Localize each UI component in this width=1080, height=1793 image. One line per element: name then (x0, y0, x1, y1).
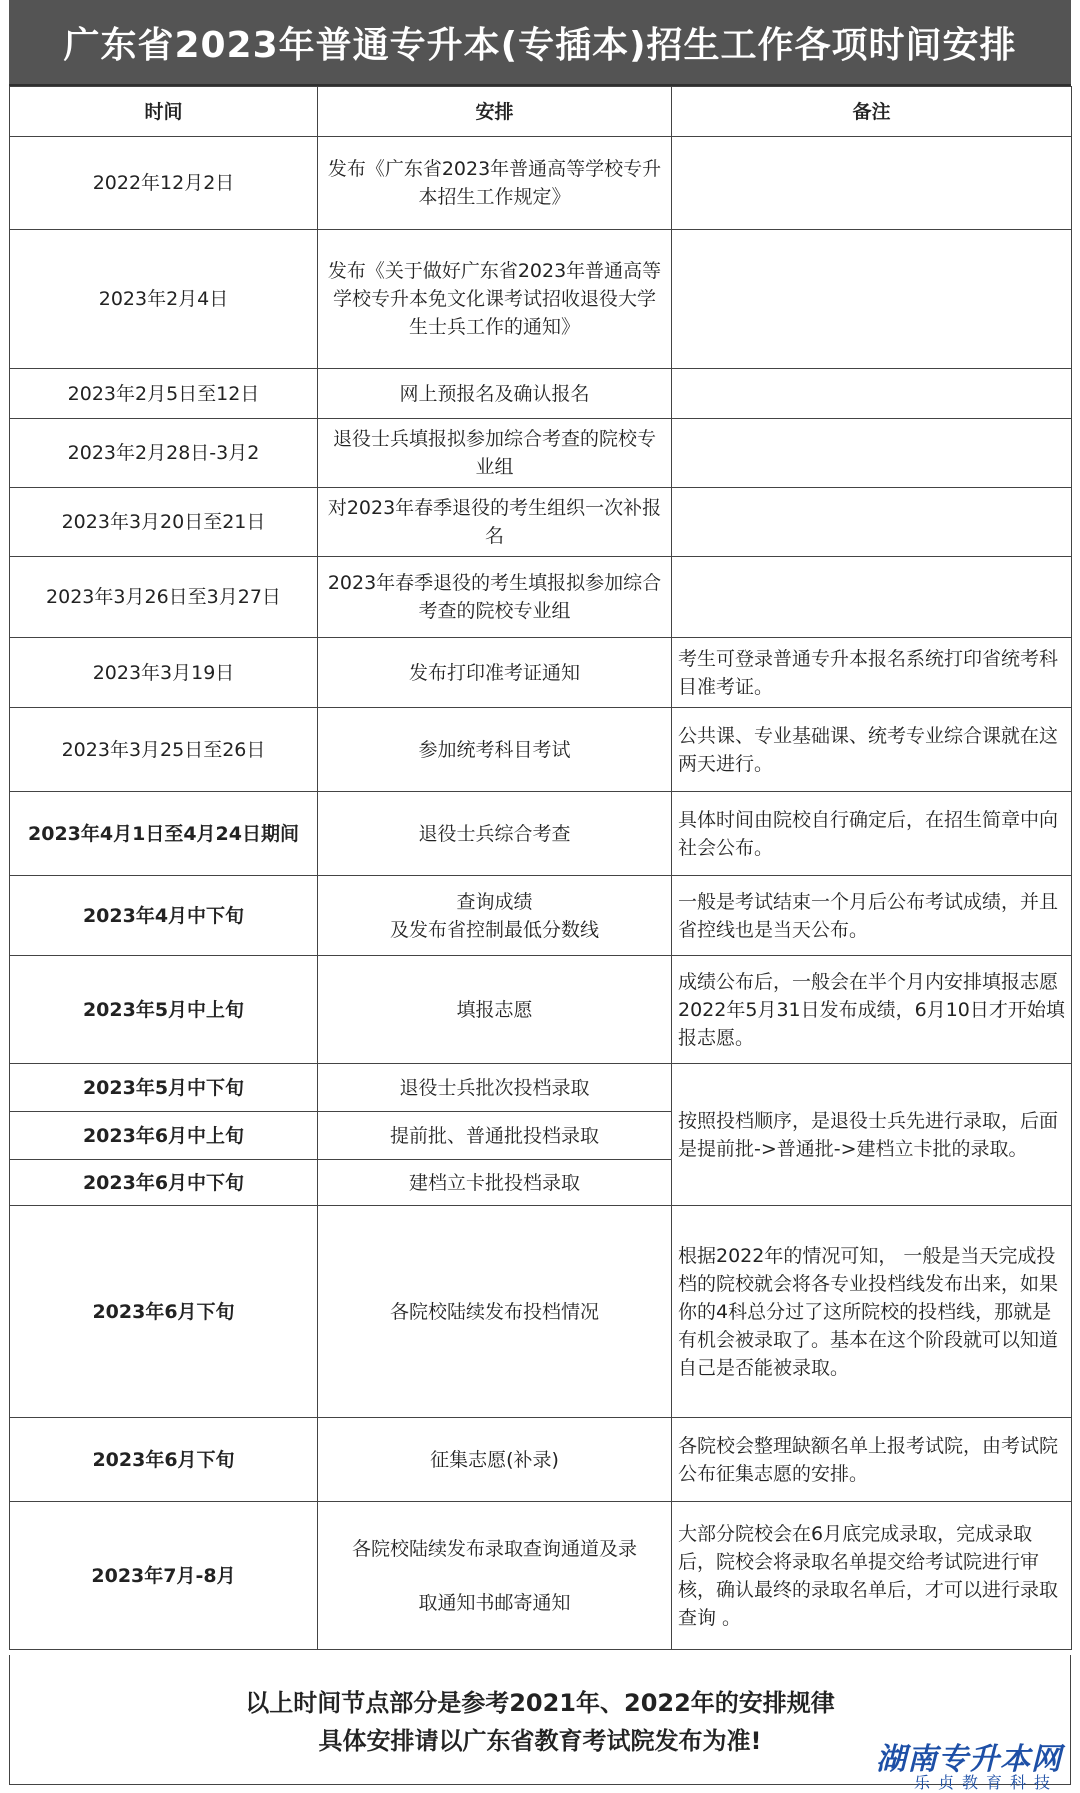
row-arrangement: 网上预报名及确认报名 (318, 369, 672, 419)
page-title: 广东省2023年普通专升本(专插本)招生工作各项时间安排 (63, 24, 1017, 66)
row-arrangement: 征集志愿(补录) (318, 1418, 672, 1502)
row-time: 2023年2月28日-3月2 (10, 419, 318, 488)
arrangement-line: 取通知书邮寄通知 (418, 1591, 571, 1614)
table-row (10, 557, 1072, 638)
table-row (10, 956, 1072, 1064)
row-arrangement: 参加统考科目考试 (318, 708, 672, 792)
row-note: 考生可登录普通专升本报名系统打印省统考科目准考证。 (672, 638, 1072, 708)
table-row (10, 137, 1072, 230)
table-row (10, 1418, 1072, 1502)
row-time: 2023年2月5日至12日 (10, 369, 318, 419)
schedule-table (9, 86, 1072, 1650)
table-row (10, 876, 1072, 956)
row-note: 大部分院校会在6月底完成录取，完成录取后，院校会将录取名单提交给考试院进行审核，确认最终的录取名单后，才可以进行录取查询 。 (672, 1502, 1072, 1650)
row-time: 2023年4月1日至4月24日期间 (10, 792, 318, 876)
footer-line-1: 以上时间节点部分是参考2021年、2022年的安排规律 (245, 1689, 835, 1717)
row-note: 成绩公布后，一般会在半个月内安排填报志愿2022年5月31日发布成绩，6月10日才开始填报志愿。 (672, 956, 1072, 1064)
row-arrangement: 退役士兵批次投档录取 (318, 1064, 672, 1112)
row-time: 2023年3月20日至21日 (10, 488, 318, 557)
header-arrangement: 安排 (318, 87, 672, 137)
row-note (672, 230, 1072, 369)
row-time: 2022年12月2日 (10, 137, 318, 230)
watermark-logo: 湖南专升本网 (876, 1742, 1062, 1777)
row-note (672, 557, 1072, 638)
row-arrangement: 建档立卡批投档录取 (318, 1160, 672, 1206)
table-row (10, 792, 1072, 876)
row-time: 2023年6月中上旬 (10, 1112, 318, 1160)
row-note (672, 137, 1072, 230)
header-time: 时间 (10, 87, 318, 137)
row-arrangement (318, 1502, 672, 1650)
table-row (10, 369, 1072, 419)
row-arrangement: 填报志愿 (318, 956, 672, 1064)
arrangement-line: 各院校陆续发布录取查询通道及录 (351, 1537, 637, 1560)
title-bar (9, 0, 1071, 86)
table-row (10, 1064, 1072, 1112)
table-row (10, 1206, 1072, 1418)
row-note: 一般是考试结束一个月后公布考试成绩，并且省控线也是当天公布。 (672, 876, 1072, 956)
arrangement-line: 查询成绩 (456, 890, 533, 913)
row-note (672, 419, 1072, 488)
row-time: 2023年6月中下旬 (10, 1160, 318, 1206)
row-arrangement: 退役士兵综合考查 (318, 792, 672, 876)
row-time: 2023年5月中上旬 (10, 956, 318, 1064)
row-time: 2023年4月中下旬 (10, 876, 318, 956)
row-note: 公共课、专业基础课、统考专业综合课就在这两天进行。 (672, 708, 1072, 792)
row-note (672, 369, 1072, 419)
row-time: 2023年6月下旬 (10, 1418, 318, 1502)
row-time: 2023年5月中下旬 (10, 1064, 318, 1112)
row-arrangement: 发布打印准考证通知 (318, 638, 672, 708)
row-note: 具体时间由院校自行确定后，在招生简章中向社会公布。 (672, 792, 1072, 876)
row-arrangement: 各院校陆续发布投档情况 (318, 1206, 672, 1418)
row-note (672, 488, 1072, 557)
table-row (10, 419, 1072, 488)
table-row (10, 708, 1072, 792)
row-time: 2023年2月4日 (10, 230, 318, 369)
row-time: 2023年3月26日至3月27日 (10, 557, 318, 638)
row-arrangement: 对2023年春季退役的考生组织一次补报名 (318, 488, 672, 557)
row-arrangement: 2023年春季退役的考生填报拟参加综合考查的院校专业组 (318, 557, 672, 638)
table-row (10, 488, 1072, 557)
row-arrangement (318, 876, 672, 956)
row-arrangement: 提前批、普通批投档录取 (318, 1112, 672, 1160)
watermark-subtitle: 乐贞教育科技 (913, 1773, 1058, 1792)
header-note: 备注 (672, 87, 1072, 137)
row-note: 各院校会整理缺额名单上报考试院，由考试院公布征集志愿的安排。 (672, 1418, 1072, 1502)
table-header-row (10, 87, 1072, 137)
arrangement-line: 及发布省控制最低分数线 (389, 918, 599, 941)
row-arrangement: 发布《广东省2023年普通高等学校专升本招生工作规定》 (318, 137, 672, 230)
table-row (10, 638, 1072, 708)
footer-line-2: 具体安排请以广东省教育考试院发布为准! (318, 1727, 762, 1755)
row-time: 2023年7月-8月 (10, 1502, 318, 1650)
row-arrangement: 退役士兵填报拟参加综合考查的院校专业组 (318, 419, 672, 488)
row-time: 2023年6月下旬 (10, 1206, 318, 1418)
row-time: 2023年3月19日 (10, 638, 318, 708)
table-row (10, 230, 1072, 369)
row-time: 2023年3月25日至26日 (10, 708, 318, 792)
row-note: 根据2022年的情况可知， 一般是当天完成投档的院校就会将各专业投档线发布出来，如果你的4科总分过了这所院校的投档线，那就是有机会被录取了。基本在这个阶段就可以知道自己是否能被录取。 (672, 1206, 1072, 1418)
table-row (10, 1502, 1072, 1650)
row-arrangement: 发布《关于做好广东省2023年普通高等学校专升本免文化课考试招收退役大学生士兵工作的通知》 (318, 230, 672, 369)
row-note: 按照投档顺序，是退役士兵先进行录取，后面是提前批->普通批->建档立卡批的录取。 (672, 1064, 1072, 1206)
